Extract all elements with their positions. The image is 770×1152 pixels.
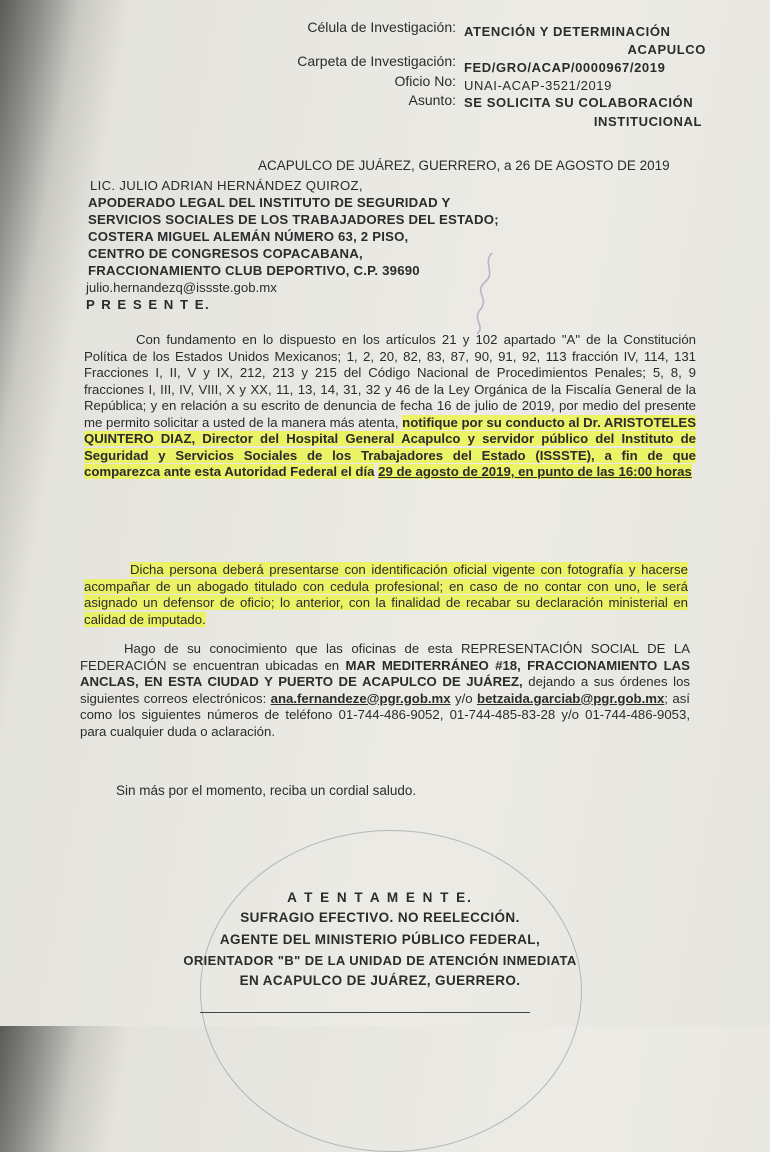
signature-motto: SUFRAGIO EFECTIVO. NO REELECCIÓN. <box>240 910 520 925</box>
recipient-line2: APODERADO LEGAL DEL INSTITUTO DE SEGURIDAD Y <box>88 195 451 210</box>
paragraph-1 <box>84 332 696 481</box>
folder-value: FED/GRO/ACAP/0000967/2019 <box>464 60 666 75</box>
signature-rule <box>200 1012 530 1013</box>
signature-attentively: A T E N T A M E N T E. <box>287 890 473 905</box>
recipient-name: LIC. JULIO ADRIAN HERNÁNDEZ QUIROZ, <box>90 178 363 193</box>
subject-value-line2: INSTITUCIONAL <box>593 114 702 129</box>
presente-label: P R E S E N T E. <box>86 297 211 312</box>
recipient-line3: SERVICIOS SOCIALES DE LOS TRABAJADORES DEL ESTADO; <box>88 212 499 227</box>
paragraph-1-highlight: notifique por su conducto al Dr. ARISTOTELES QUINTERO DIAZ, Director del Hospital General Acapulco y servidor público del Instituto de Seguridad y Servicios Sociales de los Trabajadores del Estado (ISSSTE), a fin de que comparezca ante esta Autoridad Federal el día <box>84 414 696 479</box>
cell-label: Célula de Investigación: <box>307 19 456 35</box>
recipient-line4: COSTERA MIGUEL ALEMÁN NÚMERO 63, 2 PISO, <box>88 229 409 244</box>
signature-unit: ORIENTADOR "B" DE LA UNIDAD DE ATENCIÓN INMEDIATA <box>183 953 577 968</box>
paragraph-1-text: Con fundamento en lo dispuesto en los artículos 21 y 102 apartado "A" de la Constitución Política de los Estados Unidos Mexicanos; 1, 2, 20, 82, 83, 87, 90, 91, 92, 113 fracción IV, 114, 131 Fracciones I, II, V y IX, 212, 213 y 215 del Código Nacional de Procedimientos Penales; 5, 8, 9 fracciones I, III, IV, VIII, X y XX, 11, 13, 14, 31, 32 y 46 de la Ley Orgánica de la Fiscalía General de la República; y en relación a su escrito de denuncia de fecha 16 de julio de 2019, por medio del presente me permito solicitar a usted de la manera más atenta, <box>84 332 696 430</box>
cell-value-line2: ACAPULCO <box>627 42 706 57</box>
appearance-date: 29 de agosto de 2019, en punto de las 16:00 horas <box>378 464 692 479</box>
paragraph-2 <box>84 562 688 628</box>
office-address: MAR MEDITERRÁNEO #18, FRACCIONAMIENTO LAS ANCLAS, EN ESTA CIUDAD Y PUERTO DE ACAPULCO DE JUÁREZ, <box>80 657 690 689</box>
office-value: UNAI-ACAP-3521/2019 <box>464 78 612 93</box>
folder-label: Carpeta de Investigación: <box>297 53 456 69</box>
recipient-line6: FRACCIONAMIENTO CLUB DEPORTIVO, C.P. 39690 <box>88 263 420 278</box>
signature-location: EN ACAPULCO DE JUÁREZ, GUERRERO. <box>239 973 521 988</box>
recipient-email: julio.hernandezq@issste.gob.mx <box>86 280 277 295</box>
recipient-line5: CENTRO DE CONGRESOS COPACABANA, <box>88 246 363 261</box>
subject-value-line1: SE SOLICITA SU COLABORACIÓN <box>464 95 694 110</box>
subject-label: Asunto: <box>408 92 456 108</box>
paragraph-3-yo: y/o <box>455 690 473 706</box>
paragraph-3-text-b: dejando a sus órdenes los siguientes correos electrónicos: <box>80 674 690 706</box>
paragraph-3-text-a: Hago de su conocimiento que las oficinas de esta REPRESENTACIÓN SOCIAL DE LA FEDERACIÓN se encuentran ubicadas en <box>80 641 690 673</box>
seal-stamp <box>200 830 582 1152</box>
signature-agent: AGENTE DEL MINISTERIO PÚBLICO FEDERAL, <box>219 932 541 947</box>
paragraph-3-text-c: ; así como los siguientes números de teléfono 01-744-486-9052, 01-744-485-83-28 y/o 01-744-486-9053, para cualquier duda o aclaración. <box>80 690 690 739</box>
office-label: Oficio No: <box>394 73 456 89</box>
paragraph-2-text: Dicha persona deberá presentarse con identificación oficial vigente con fotografía y hacerse acompañar de un abogado titulado con cedula profesional; en caso de no contar con uno, le será asignado un defensor de oficio; lo anterior, con la finalidad de recabar su declaración ministerial en calidad de imputado. <box>84 562 688 627</box>
date-line: ACAPULCO DE JUÁREZ, GUERRERO, a 26 DE AGOSTO DE 2019 <box>258 158 670 173</box>
handwritten-mark-icon <box>462 248 502 338</box>
email-link-1[interactable]: ana.fernandeze@pgr.gob.mx <box>270 690 451 706</box>
cell-value-line1: ATENCIÓN Y DETERMINACIÓN <box>464 24 671 39</box>
closing-line: Sin más por el momento, reciba un cordial saludo. <box>116 783 417 798</box>
email-link-2[interactable]: betzaida.garciab@pgr.gob.mx <box>477 690 665 706</box>
paragraph-3 <box>80 641 690 740</box>
